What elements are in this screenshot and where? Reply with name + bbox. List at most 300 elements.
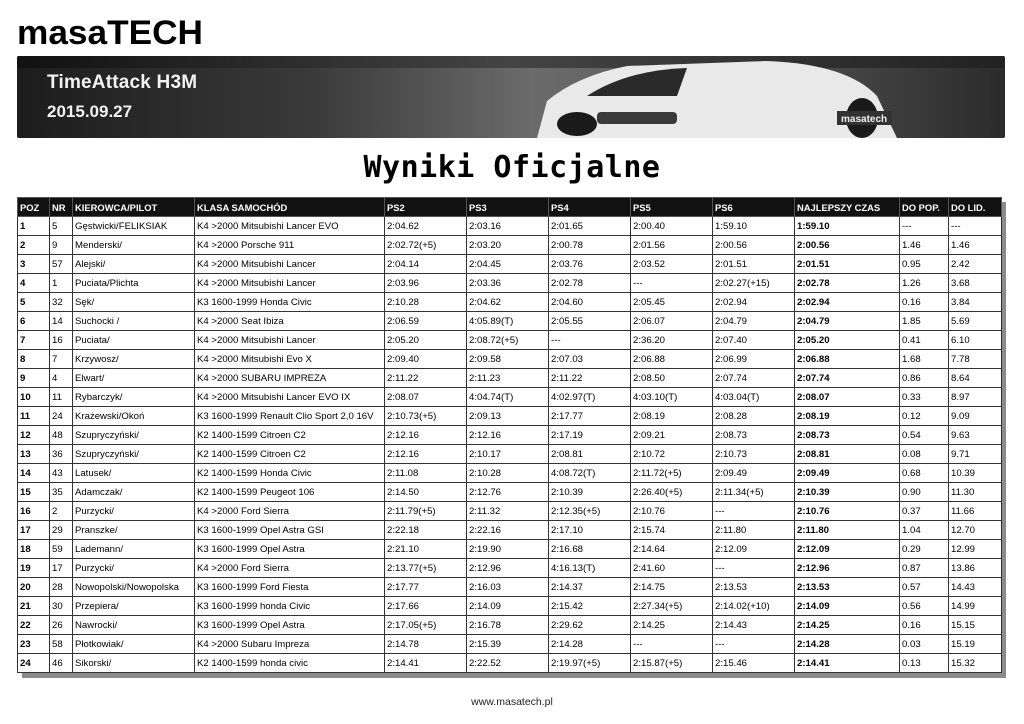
- table-cell: 15.19: [949, 635, 1002, 654]
- table-cell: 2:17.66: [385, 597, 467, 616]
- table-cell: 2:06.07: [631, 312, 713, 331]
- table-cell: 2:17.77: [549, 407, 631, 426]
- table-cell: 2:07.03: [549, 350, 631, 369]
- table-cell: 2:21.10: [385, 540, 467, 559]
- table-cell: Przepiera/: [73, 597, 195, 616]
- table-cell: 1.04: [900, 521, 949, 540]
- table-cell: 2:10.72: [631, 445, 713, 464]
- table-cell: 2:02.27(+15): [713, 274, 795, 293]
- table-cell: 2:12.16: [467, 426, 549, 445]
- table-cell: 8: [18, 350, 50, 369]
- table-cell: 3.84: [949, 293, 1002, 312]
- table-cell: 46: [50, 654, 73, 673]
- table-cell: K3 1600-1999 Honda Civic: [195, 293, 385, 312]
- table-cell: 0.56: [900, 597, 949, 616]
- table-cell: K2 1400-1599 honda civic: [195, 654, 385, 673]
- table-row: [18, 445, 1002, 464]
- table-cell: 2:15.42: [549, 597, 631, 616]
- table-cell: Lademann/: [73, 540, 195, 559]
- table-row: [18, 483, 1002, 502]
- table-cell: 2:01.56: [631, 236, 713, 255]
- table-cell: 0.90: [900, 483, 949, 502]
- table-cell: 2:08.72(+5): [467, 331, 549, 350]
- page-title: Wyniki Oficjalne: [363, 150, 661, 185]
- table-cell: 4:08.72(T): [549, 464, 631, 483]
- table-cell: 2:29.62: [549, 616, 631, 635]
- table-row: [18, 331, 1002, 350]
- table-cell: 30: [50, 597, 73, 616]
- table-cell: 2:14.78: [385, 635, 467, 654]
- table-cell: 4:02.97(T): [549, 388, 631, 407]
- table-cell: Sęk/: [73, 293, 195, 312]
- table-row: [18, 369, 1002, 388]
- table-cell: 2:10.28: [385, 293, 467, 312]
- table-cell: 0.86: [900, 369, 949, 388]
- table-cell: 0.41: [900, 331, 949, 350]
- table-cell: 2:19.90: [467, 540, 549, 559]
- table-cell: K4 >2000 Mitsubishi Evo X: [195, 350, 385, 369]
- table-cell: Menderski/: [73, 236, 195, 255]
- table-cell: Płotkowiak/: [73, 635, 195, 654]
- table-cell: 2:13.53: [713, 578, 795, 597]
- table-cell: 4:03.10(T): [631, 388, 713, 407]
- table-cell: 2:14.41: [385, 654, 467, 673]
- table-cell: 2:16.68: [549, 540, 631, 559]
- table-cell: 2:08.19: [631, 407, 713, 426]
- table-cell: 23: [18, 635, 50, 654]
- table-cell: 8.97: [949, 388, 1002, 407]
- table-row: [18, 578, 1002, 597]
- column-header: KIEROWCA/PILOT: [73, 198, 195, 217]
- table-cell: 1:59.10: [795, 217, 900, 236]
- table-cell: 10: [18, 388, 50, 407]
- table-cell: 2:14.41: [795, 654, 900, 673]
- table-cell: 2:05.20: [385, 331, 467, 350]
- event-title: TimeAttack H3M: [47, 72, 198, 93]
- column-header: NAJLEPSZY CZAS: [795, 198, 900, 217]
- table-cell: 35: [50, 483, 73, 502]
- table-cell: 2:17.77: [385, 578, 467, 597]
- table-cell: 2:04.79: [713, 312, 795, 331]
- table-cell: K4 >2000 Ford Sierra: [195, 559, 385, 578]
- column-header: DO POP.: [900, 198, 949, 217]
- table-cell: 2:11.79(+5): [385, 502, 467, 521]
- table-cell: 2:22.16: [467, 521, 549, 540]
- table-cell: 2:10.28: [467, 464, 549, 483]
- table-cell: 2:41.60: [631, 559, 713, 578]
- table-cell: 0.33: [900, 388, 949, 407]
- table-cell: 24: [50, 407, 73, 426]
- table-cell: 17: [18, 521, 50, 540]
- table-cell: 0.08: [900, 445, 949, 464]
- table-cell: 2:10.17: [467, 445, 549, 464]
- car-sticker-logo: masatech: [841, 114, 888, 125]
- table-cell: 2:00.40: [631, 217, 713, 236]
- table-cell: Puciata/: [73, 331, 195, 350]
- table-cell: 2:11.32: [467, 502, 549, 521]
- column-header: PS4: [549, 198, 631, 217]
- table-row: [18, 502, 1002, 521]
- column-header: NR: [50, 198, 73, 217]
- table-cell: 48: [50, 426, 73, 445]
- table-row: [18, 217, 1002, 236]
- table-cell: Latusek/: [73, 464, 195, 483]
- table-row: [18, 312, 1002, 331]
- table-cell: 2:07.74: [713, 369, 795, 388]
- table-cell: Suchocki /: [73, 312, 195, 331]
- table-cell: 15: [18, 483, 50, 502]
- table-cell: 28: [50, 578, 73, 597]
- table-cell: ---: [713, 559, 795, 578]
- table-cell: 7.78: [949, 350, 1002, 369]
- table-cell: 2:14.75: [631, 578, 713, 597]
- table-cell: 3.68: [949, 274, 1002, 293]
- table-cell: 1.85: [900, 312, 949, 331]
- table-cell: 2:07.74: [795, 369, 900, 388]
- table-cell: 22: [18, 616, 50, 635]
- table-cell: 2: [18, 236, 50, 255]
- table-cell: 2:06.99: [713, 350, 795, 369]
- table-cell: 4: [50, 369, 73, 388]
- table-cell: 1.46: [900, 236, 949, 255]
- column-header: PS2: [385, 198, 467, 217]
- table-row: [18, 274, 1002, 293]
- table-cell: 2:12.09: [795, 540, 900, 559]
- table-cell: 2:01.51: [713, 255, 795, 274]
- table-cell: 1.46: [949, 236, 1002, 255]
- table-cell: K3 1600-1999 Renault Clio Sport 2,0 16V: [195, 407, 385, 426]
- table-cell: 9.71: [949, 445, 1002, 464]
- table-cell: 2:10.73: [713, 445, 795, 464]
- table-cell: 2:14.43: [713, 616, 795, 635]
- table-cell: 2:00.56: [795, 236, 900, 255]
- table-cell: 26: [50, 616, 73, 635]
- table-cell: 2:14.37: [549, 578, 631, 597]
- table-cell: 2:10.76: [795, 502, 900, 521]
- table-cell: 2:14.64: [631, 540, 713, 559]
- table-cell: K2 1400-1599 Citroen C2: [195, 445, 385, 464]
- table-cell: 2:08.73: [795, 426, 900, 445]
- table-cell: 2:04.60: [549, 293, 631, 312]
- table-cell: 0.57: [900, 578, 949, 597]
- table-cell: 2:15.74: [631, 521, 713, 540]
- table-cell: 2:12.16: [385, 445, 467, 464]
- table-cell: 12.70: [949, 521, 1002, 540]
- table-row: [18, 597, 1002, 616]
- table-cell: 14: [18, 464, 50, 483]
- table-cell: 2:08.07: [385, 388, 467, 407]
- table-cell: 2:00.78: [549, 236, 631, 255]
- table-cell: 4:04.74(T): [467, 388, 549, 407]
- table-cell: 2:10.39: [549, 483, 631, 502]
- table-cell: K3 1600-1999 Opel Astra: [195, 616, 385, 635]
- table-cell: 9.09: [949, 407, 1002, 426]
- table-cell: 2:12.35(+5): [549, 502, 631, 521]
- table-row: [18, 293, 1002, 312]
- table-cell: 9.63: [949, 426, 1002, 445]
- table-cell: 2:08.73: [713, 426, 795, 445]
- table-cell: Rybarczyk/: [73, 388, 195, 407]
- table-cell: 2:14.50: [385, 483, 467, 502]
- table-cell: K2 1400-1599 Citroen C2: [195, 426, 385, 445]
- table-cell: 2:11.34(+5): [713, 483, 795, 502]
- table-cell: Adamczak/: [73, 483, 195, 502]
- table-cell: 16: [18, 502, 50, 521]
- table-cell: K2 1400-1599 Honda Civic: [195, 464, 385, 483]
- table-cell: 57: [50, 255, 73, 274]
- table-cell: 2:02.94: [795, 293, 900, 312]
- table-cell: 2:03.16: [467, 217, 549, 236]
- table-cell: 2:08.50: [631, 369, 713, 388]
- table-cell: Krażewski/Okoń: [73, 407, 195, 426]
- table-cell: 10.39: [949, 464, 1002, 483]
- table-cell: K4 >2000 Mitsubishi Lancer: [195, 255, 385, 274]
- column-header: PS5: [631, 198, 713, 217]
- table-cell: 11: [18, 407, 50, 426]
- table-cell: ---: [713, 635, 795, 654]
- table-cell: 2:03.52: [631, 255, 713, 274]
- table-cell: 15.32: [949, 654, 1002, 673]
- table-cell: 2:05.20: [795, 331, 900, 350]
- table-cell: Elwart/: [73, 369, 195, 388]
- table-cell: 1: [18, 217, 50, 236]
- table-cell: 2:02.94: [713, 293, 795, 312]
- table-cell: 2:26.40(+5): [631, 483, 713, 502]
- table-cell: 2:00.56: [713, 236, 795, 255]
- table-cell: 0.13: [900, 654, 949, 673]
- table-cell: 2:10.39: [795, 483, 900, 502]
- table-cell: 24: [18, 654, 50, 673]
- table-cell: K4 >2000 Subaru Impreza: [195, 635, 385, 654]
- table-cell: 14.99: [949, 597, 1002, 616]
- table-cell: 2:16.03: [467, 578, 549, 597]
- table-cell: 2:12.16: [385, 426, 467, 445]
- table-cell: 2:02.72(+5): [385, 236, 467, 255]
- event-date: 2015.09.27: [47, 102, 133, 121]
- table-cell: 2:08.28: [713, 407, 795, 426]
- table-cell: 2:16.78: [467, 616, 549, 635]
- table-cell: 2:09.13: [467, 407, 549, 426]
- table-cell: 36: [50, 445, 73, 464]
- table-cell: 2:10.76: [631, 502, 713, 521]
- table-row: [18, 616, 1002, 635]
- table-cell: 11: [50, 388, 73, 407]
- table-cell: 11.66: [949, 502, 1002, 521]
- table-cell: 0.12: [900, 407, 949, 426]
- column-header: POZ: [18, 198, 50, 217]
- table-cell: 1:59.10: [713, 217, 795, 236]
- table-cell: 2:09.49: [795, 464, 900, 483]
- table-cell: 2:14.28: [549, 635, 631, 654]
- table-cell: Szupryczyński/: [73, 445, 195, 464]
- table-cell: 0.16: [900, 293, 949, 312]
- table-cell: 2:09.40: [385, 350, 467, 369]
- table-cell: Nowopolski/Nowopolska: [73, 578, 195, 597]
- table-cell: 12.99: [949, 540, 1002, 559]
- results-body: [18, 217, 1002, 673]
- footer-url[interactable]: www.masatech.pl: [471, 696, 553, 708]
- table-cell: 2:01.65: [549, 217, 631, 236]
- column-header: KLASA SAMOCHÓD: [195, 198, 385, 217]
- table-cell: 8.64: [949, 369, 1002, 388]
- race-car-image: [517, 56, 917, 138]
- table-cell: 2:17.19: [549, 426, 631, 445]
- table-row: [18, 350, 1002, 369]
- table-cell: 1.68: [900, 350, 949, 369]
- table-cell: 20: [18, 578, 50, 597]
- table-cell: 2:10.73(+5): [385, 407, 467, 426]
- table-row: [18, 654, 1002, 673]
- table-cell: K4 >2000 SUBARU IMPREZA: [195, 369, 385, 388]
- table-cell: 2:12.76: [467, 483, 549, 502]
- table-row: [18, 464, 1002, 483]
- table-cell: K4 >2000 Porsche 911: [195, 236, 385, 255]
- results-table-container: [17, 197, 1001, 673]
- table-cell: Szupryczyński/: [73, 426, 195, 445]
- table-cell: K4 >2000 Mitsubishi Lancer EVO IX: [195, 388, 385, 407]
- table-header-row: [18, 198, 1002, 217]
- table-cell: Nawrocki/: [73, 616, 195, 635]
- table-cell: 43: [50, 464, 73, 483]
- table-cell: Krzywosz/: [73, 350, 195, 369]
- table-cell: 2:05.45: [631, 293, 713, 312]
- table-cell: Sikorski/: [73, 654, 195, 673]
- table-cell: 0.03: [900, 635, 949, 654]
- table-cell: 2:06.88: [631, 350, 713, 369]
- table-cell: K3 1600-1999 Ford Fiesta: [195, 578, 385, 597]
- table-cell: 2:13.53: [795, 578, 900, 597]
- table-cell: 2:15.39: [467, 635, 549, 654]
- table-cell: 2:22.52: [467, 654, 549, 673]
- table-cell: 2:03.96: [385, 274, 467, 293]
- table-cell: ---: [631, 274, 713, 293]
- table-cell: 0.87: [900, 559, 949, 578]
- column-header: PS3: [467, 198, 549, 217]
- table-cell: ---: [549, 331, 631, 350]
- table-cell: 2:11.22: [385, 369, 467, 388]
- table-cell: ---: [631, 635, 713, 654]
- column-header: PS6: [713, 198, 795, 217]
- table-cell: K3 1600-1999 Opel Astra GSI: [195, 521, 385, 540]
- table-cell: 21: [18, 597, 50, 616]
- table-cell: 2:04.79: [795, 312, 900, 331]
- table-cell: 0.54: [900, 426, 949, 445]
- table-cell: 14: [50, 312, 73, 331]
- table-cell: 2:04.45: [467, 255, 549, 274]
- table-cell: 2:09.49: [713, 464, 795, 483]
- table-cell: 14.43: [949, 578, 1002, 597]
- table-cell: 4: [18, 274, 50, 293]
- table-cell: ---: [949, 217, 1002, 236]
- table-cell: 2:27.34(+5): [631, 597, 713, 616]
- table-cell: 13.86: [949, 559, 1002, 578]
- table-cell: 2:15.87(+5): [631, 654, 713, 673]
- table-row: [18, 407, 1002, 426]
- table-cell: 2:12.09: [713, 540, 795, 559]
- table-cell: 2:15.46: [713, 654, 795, 673]
- table-cell: 2:09.21: [631, 426, 713, 445]
- table-cell: 0.95: [900, 255, 949, 274]
- table-cell: 12: [18, 426, 50, 445]
- table-row: [18, 540, 1002, 559]
- table-cell: 13: [18, 445, 50, 464]
- table-cell: 32: [50, 293, 73, 312]
- event-banner: [17, 56, 1005, 138]
- table-cell: K4 >2000 Seat Ibiza: [195, 312, 385, 331]
- table-cell: ---: [900, 217, 949, 236]
- table-row: [18, 236, 1002, 255]
- table-cell: 19: [18, 559, 50, 578]
- table-cell: 58: [50, 635, 73, 654]
- table-cell: 1: [50, 274, 73, 293]
- table-cell: 2:14.28: [795, 635, 900, 654]
- table-cell: 2:09.58: [467, 350, 549, 369]
- table-cell: 2:14.02(+10): [713, 597, 795, 616]
- table-cell: 2:11.72(+5): [631, 464, 713, 483]
- table-cell: 2:11.22: [549, 369, 631, 388]
- table-cell: 0.29: [900, 540, 949, 559]
- table-cell: K4 >2000 Ford Sierra: [195, 502, 385, 521]
- table-cell: Puciata/Plichta: [73, 274, 195, 293]
- table-cell: 6.10: [949, 331, 1002, 350]
- table-cell: 2:06.88: [795, 350, 900, 369]
- masatech-logo: [17, 14, 205, 48]
- table-cell: 2:04.62: [467, 293, 549, 312]
- table-cell: K3 1600-1999 Opel Astra: [195, 540, 385, 559]
- table-cell: 7: [50, 350, 73, 369]
- table-cell: 3: [18, 255, 50, 274]
- table-row: [18, 388, 1002, 407]
- table-cell: 0.68: [900, 464, 949, 483]
- table-cell: 2:03.20: [467, 236, 549, 255]
- table-cell: 2:12.96: [467, 559, 549, 578]
- table-cell: 2:08.81: [795, 445, 900, 464]
- table-cell: 1.26: [900, 274, 949, 293]
- table-cell: ---: [713, 502, 795, 521]
- table-cell: 2:08.07: [795, 388, 900, 407]
- table-cell: 2:14.09: [467, 597, 549, 616]
- table-cell: 2:07.40: [713, 331, 795, 350]
- table-cell: 9: [50, 236, 73, 255]
- table-cell: 16: [50, 331, 73, 350]
- table-row: [18, 255, 1002, 274]
- table-cell: K4 >2000 Mitsubishi Lancer: [195, 331, 385, 350]
- table-cell: 4:03.04(T): [713, 388, 795, 407]
- table-cell: 6: [18, 312, 50, 331]
- table-cell: 15.15: [949, 616, 1002, 635]
- table-cell: 2:08.19: [795, 407, 900, 426]
- table-cell: 18: [18, 540, 50, 559]
- table-cell: 4:05.89(T): [467, 312, 549, 331]
- table-cell: 5.69: [949, 312, 1002, 331]
- table-cell: 2:14.09: [795, 597, 900, 616]
- table-cell: K4 >2000 Mitsubishi Lancer EVO: [195, 217, 385, 236]
- table-cell: Gęstwicki/FELIKSIAK: [73, 217, 195, 236]
- table-cell: 17: [50, 559, 73, 578]
- results-table: [17, 197, 1002, 673]
- table-cell: Alejski/: [73, 255, 195, 274]
- table-cell: 2:05.55: [549, 312, 631, 331]
- column-header: DO LID.: [949, 198, 1002, 217]
- table-cell: 2:08.81: [549, 445, 631, 464]
- table-cell: 2:06.59: [385, 312, 467, 331]
- table-cell: 2:02.78: [549, 274, 631, 293]
- table-cell: 2:04.62: [385, 217, 467, 236]
- table-cell: 4:16.13(T): [549, 559, 631, 578]
- table-cell: 2:17.05(+5): [385, 616, 467, 635]
- table-cell: Purzycki/: [73, 559, 195, 578]
- table-cell: 2:02.78: [795, 274, 900, 293]
